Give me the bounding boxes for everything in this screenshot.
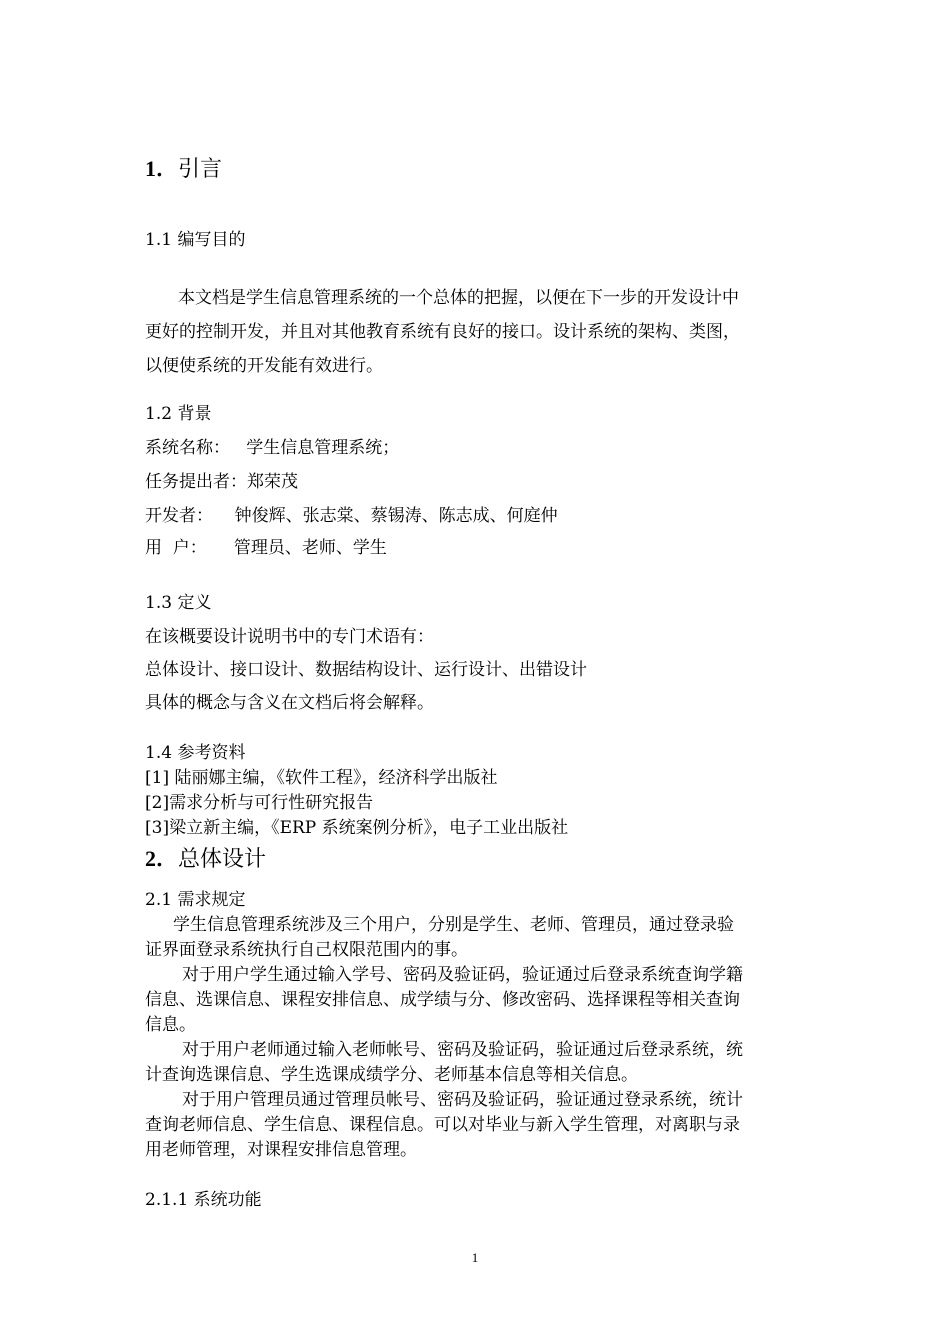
reference-item: [3]梁立新主编，《ERP 系统案例分析》，电子工业出版社: [145, 818, 569, 838]
paragraph-line: 对于用户老师通过输入老师帐号、密码及验证码，验证通过后登录系统，统: [182, 1040, 743, 1060]
paragraph-line: 信息。: [145, 1015, 196, 1035]
section-1-heading: [145, 156, 222, 183]
info-line: 系统名称： 学生信息管理系统；: [145, 438, 400, 458]
page-number: 1: [471, 1250, 479, 1265]
definition-line: 在该概要设计说明书中的专门术语有：: [145, 627, 434, 647]
paragraph-line: 对于用户学生通过输入学号、密码及验证码，验证通过后登录系统查询学籍: [182, 965, 743, 985]
paragraph-line: 证界面登录系统执行自己权限范围内的事。: [145, 940, 468, 960]
paragraph-line: 用老师管理，对课程安排信息管理。: [145, 1140, 417, 1160]
subheading-1-3: 1.3 定义: [145, 593, 212, 613]
paragraph-line: 更好的控制开发，并且对其他教育系统有良好的接口。设计系统的架构、类图，: [145, 322, 740, 342]
section-1-title: 引言: [178, 157, 223, 182]
subheading-2-1: 2.1 需求规定: [145, 890, 246, 910]
paragraph-line: 学生信息管理系统涉及三个用户，分别是学生、老师、管理员，通过登录验: [173, 915, 734, 935]
section-2-heading: [145, 846, 266, 873]
subheading-1-1: 1.1 编写目的: [145, 230, 246, 250]
info-line: 开发者： 钟俊辉、张志棠、蔡锡涛、陈志成、何庭仲: [145, 506, 558, 526]
reference-item: [1] 陆丽娜主编，《软件工程》，经济科学出版社: [145, 768, 498, 788]
section-2-title: 总体设计: [178, 847, 267, 872]
paragraph-line: 信息、选课信息、课程安排信息、成学绩与分、修改密码、选择课程等相关查询: [145, 990, 740, 1010]
paragraph-line: 计查询选课信息、学生选课成绩学分、老师基本信息等相关信息。: [145, 1065, 638, 1085]
subheading-2-1-1: 2.1.1 系统功能: [145, 1190, 262, 1210]
definition-line: 具体的概念与含义在文档后将会解释。: [145, 693, 434, 713]
definition-line: 总体设计、接口设计、数据结构设计、运行设计、出错设计: [145, 660, 587, 680]
paragraph-line: 本文档是学生信息管理系统的一个总体的把握，以便在下一步的开发设计中: [178, 288, 739, 308]
info-line: 任务提出者：郑荣茂: [145, 472, 298, 492]
reference-item: [2]需求分析与可行性研究报告: [145, 793, 374, 813]
section-1-number: 1．: [145, 156, 179, 181]
section-2-number: 2．: [145, 846, 179, 871]
paragraph-line: 对于用户管理员通过管理员帐号、密码及验证码，验证通过登录系统，统计: [182, 1090, 743, 1110]
paragraph-line: 查询老师信息、学生信息、课程信息。可以对毕业与新入学生管理，对离职与录: [145, 1115, 740, 1135]
subheading-1-2: 1.2 背景: [145, 404, 212, 424]
paragraph-line: 以便使系统的开发能有效进行。: [145, 356, 383, 376]
subheading-1-4: 1.4 参考资料: [145, 743, 246, 763]
info-line: 用 户： 管理员、老师、学生: [145, 538, 387, 558]
